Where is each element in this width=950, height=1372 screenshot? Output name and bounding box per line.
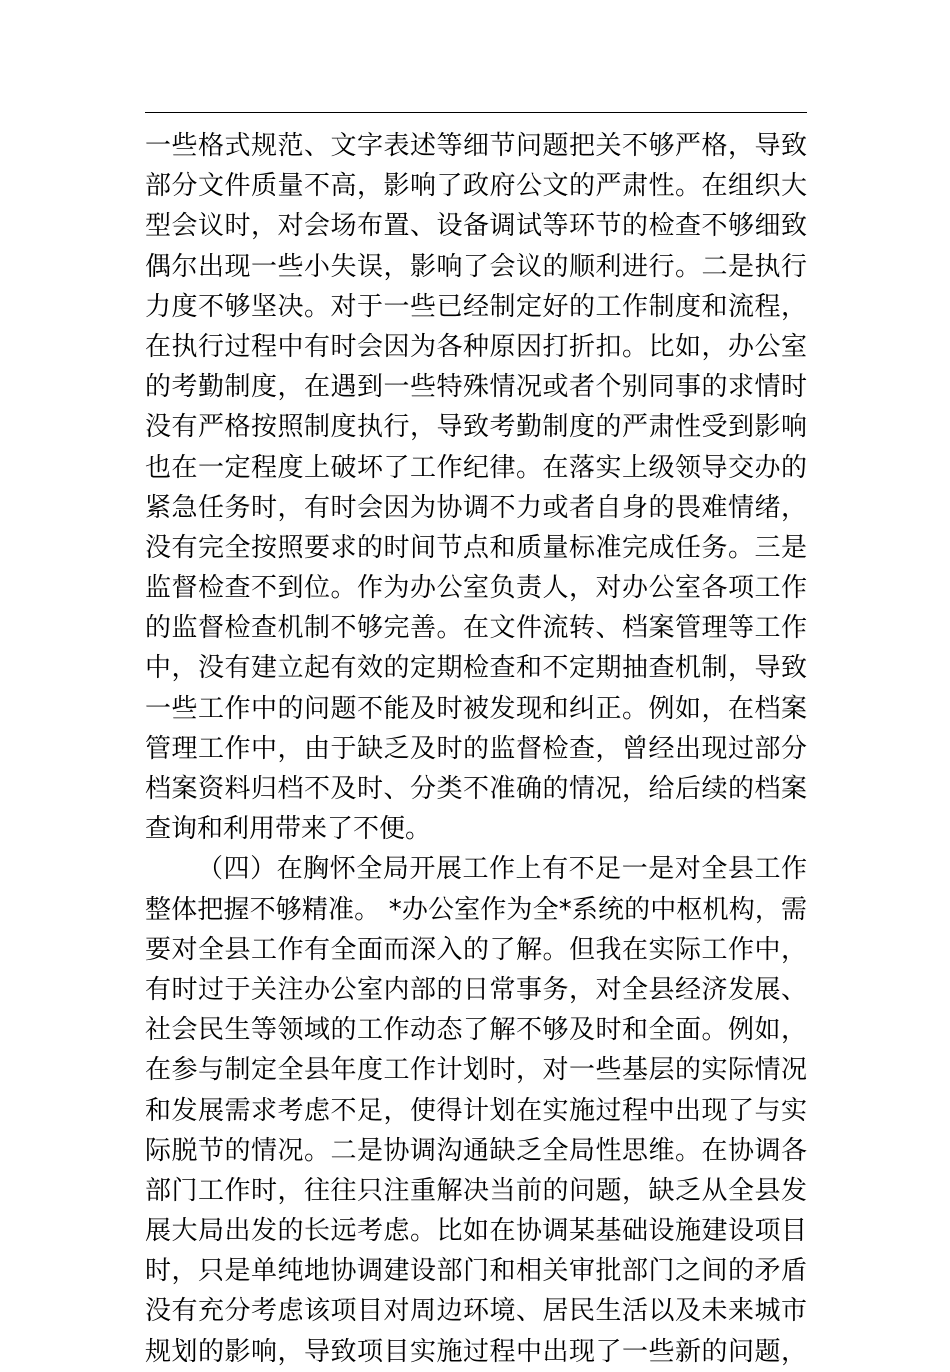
text-line: 没有完全按照要求的时间节点和质量标准完成任务。三是 [145, 532, 807, 563]
text-line: 在参与制定全县年度工作计划时，对一些基层的实际情况 [145, 1055, 807, 1086]
text-line: 有时过于关注办公室内部的日常事务，对全县经济发展、 [145, 974, 807, 1005]
header-rule [145, 112, 807, 113]
text-line: 力度不够坚决。对于一些已经制定好的工作制度和流程， [145, 291, 807, 322]
text-line: 时，只是单纯地协调建设部门和相关审批部门之间的矛盾 [145, 1256, 807, 1287]
text-line: 要对全县工作有全面而深入的了解。但我在实际工作中， [145, 934, 807, 965]
text-line: 一些工作中的问题不能及时被发现和纠正。例如，在档案 [145, 693, 807, 724]
text-line: 部分文件质量不高，影响了政府公文的严肃性。在组织大 [145, 171, 807, 202]
text-line: 档案资料归档不及时、分类不准确的情况，给后续的档案 [145, 774, 807, 804]
text-line: 社会民生等领域的工作动态了解不够及时和全面。例如， [145, 1015, 807, 1046]
text-line: 型会议时，对会场布置、设备调试等环节的检查不够细致 [145, 211, 807, 242]
text-line: 监督检查不到位。作为办公室负责人，对办公室各项工作 [145, 573, 807, 604]
text-line: 的考勤制度，在遇到一些特殊情况或者个别同事的求情时 [145, 372, 807, 403]
text-line: 一些格式规范、文字表述等细节问题把关不够严格，导致 [145, 131, 807, 161]
text-line: 也在一定程度上破坏了工作纪律。在落实上级领导交办的 [145, 452, 807, 483]
text-line: 没有严格按照制度执行，导致考勤制度的严肃性受到影响 [145, 412, 807, 443]
section-heading-line: （四）在胸怀全局开展工作上有不足一是对全县工作 [197, 854, 807, 885]
text-line: 规划的影响，导致项目实施过程中出现了一些新的问题， [145, 1336, 807, 1367]
text-line: 没有充分考虑该项目对周边环境、居民生活以及未来城市 [145, 1296, 807, 1327]
text-line: 展大局出发的长远考虑。比如在协调某基础设施建设项目 [145, 1216, 807, 1247]
text-line: 中，没有建立起有效的定期检查和不定期抽查机制，导致 [145, 653, 807, 684]
text-line: 和发展需求考虑不足，使得计划在实施过程中出现了与实 [145, 1095, 807, 1126]
text-line: 偶尔出现一些小失误，影响了会议的顺利进行。二是执行 [145, 251, 807, 282]
text-line: 整体把握不够精准。 *办公室作为全*系统的中枢机构，需 [145, 894, 807, 925]
text-line: 部门工作时，往往只注重解决当前的问题，缺乏从全县发 [145, 1175, 807, 1206]
text-line: 在执行过程中有时会因为各种原因打折扣。比如，办公室 [145, 331, 807, 362]
text-line: 紧急任务时，有时会因为协调不力或者自身的畏难情绪， [145, 492, 807, 523]
paragraph-end-line: 查询和利用带来了不便。 [145, 814, 432, 845]
text-line: 的监督检查机制不够完善。在文件流转、档案管理等工作 [145, 613, 807, 644]
body-text [145, 126, 807, 1372]
text-line: 管理工作中，由于缺乏及时的监督检查，曾经出现过部分 [145, 733, 807, 764]
text-line: 际脱节的情况。二是协调沟通缺乏全局性思维。在协调各 [145, 1135, 807, 1166]
